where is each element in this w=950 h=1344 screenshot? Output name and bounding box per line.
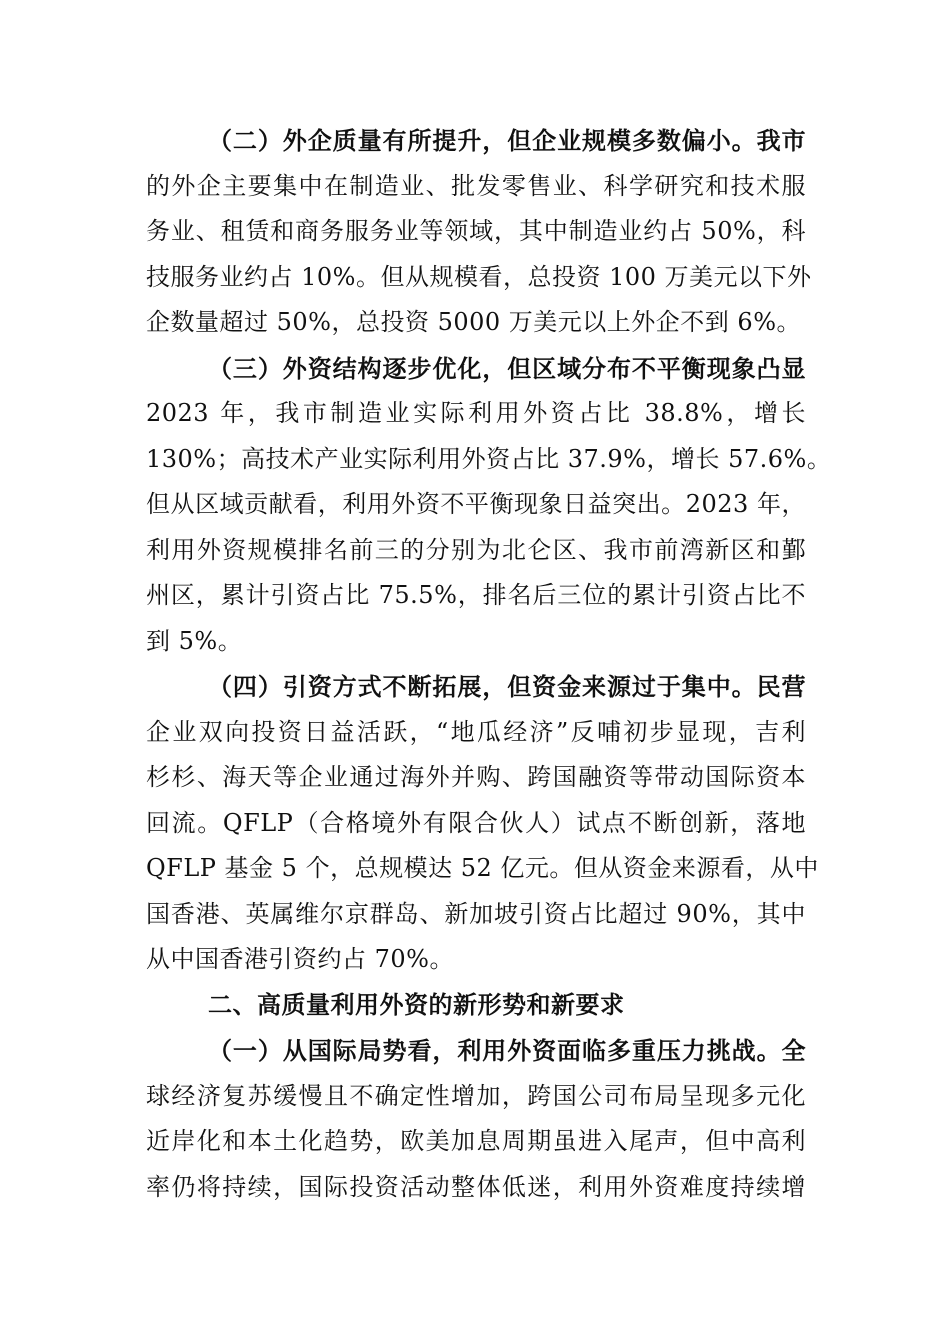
text-line: 利用外资规模排名前三的分别为北仑区、我市前湾新区和鄞	[146, 535, 806, 564]
text-line: 130%；高技术产业实际利用外资占比 37.9%，增长 57.6%。	[146, 444, 832, 473]
text-line: 企业双向投资日益活跃，“地瓜经济”反哺初步显现，吉利	[146, 717, 806, 746]
text-line: 务业、租赁和商务服务业等领域，其中制造业约占 50%，科	[146, 217, 806, 245]
text-line: 国香港、英属维尔京群岛、新加坡引资占比超过 90%，其中	[146, 899, 806, 928]
text-line: 州区，累计引资占比 75.5%，排名后三位的累计引资占比不	[146, 581, 806, 609]
paragraph-heading-4: （四）引资方式不断拓展，但资金来源过于集中。民营	[208, 672, 806, 701]
text-line: 企数量超过 50%，总投资 5000 万美元以上外企不到 6%。	[146, 308, 802, 336]
text-line: 但从区域贡献看，利用外资不平衡现象日益突出。2023 年，	[146, 490, 806, 518]
text-line: 的外企主要集中在制造业、批发零售业、科学研究和技术服	[146, 171, 806, 200]
text-line: 杉杉、海天等企业通过海外并购、跨国融资等带动国际资本	[146, 763, 806, 791]
text-line: 到 5%。	[146, 626, 243, 655]
document-body	[146, 118, 832, 1210]
text-line: 回流。QFLP（合格境外有限合伙人）试点不断创新，落地	[146, 808, 806, 837]
text-line: 技服务业约占 10%。但从规模看，总投资 100 万美元以下外	[146, 262, 812, 291]
section-title: 二、高质量利用外资的新形势和新要求	[208, 990, 625, 1019]
text-line: 2023 年，我市制造业实际利用外资占比 38.8%，增长	[146, 399, 806, 427]
paragraph-heading-2: （二）外企质量有所提升，但企业规模多数偏小。我市	[208, 126, 806, 155]
text-line: 近岸化和本土化趋势，欧美加息周期虽进入尾声，但中高利	[146, 1127, 806, 1155]
paragraph-heading-3: （三）外资结构逐步优化，但区域分布不平衡现象凸显	[208, 353, 806, 383]
text-line: 从中国香港引资约占 70%。	[146, 945, 454, 973]
text-line: 球经济复苏缓慢且不确定性增加，跨国公司布局呈现多元化	[146, 1081, 806, 1110]
paragraph-heading-1: （一）从国际局势看，利用外资面临多重压力挑战。全	[208, 1036, 806, 1065]
text-line: 率仍将持续，国际投资活动整体低迷，利用外资难度持续增	[146, 1172, 806, 1201]
text-line: QFLP 基金 5 个，总规模达 52 亿元。但从资金来源看，从中	[146, 854, 819, 882]
